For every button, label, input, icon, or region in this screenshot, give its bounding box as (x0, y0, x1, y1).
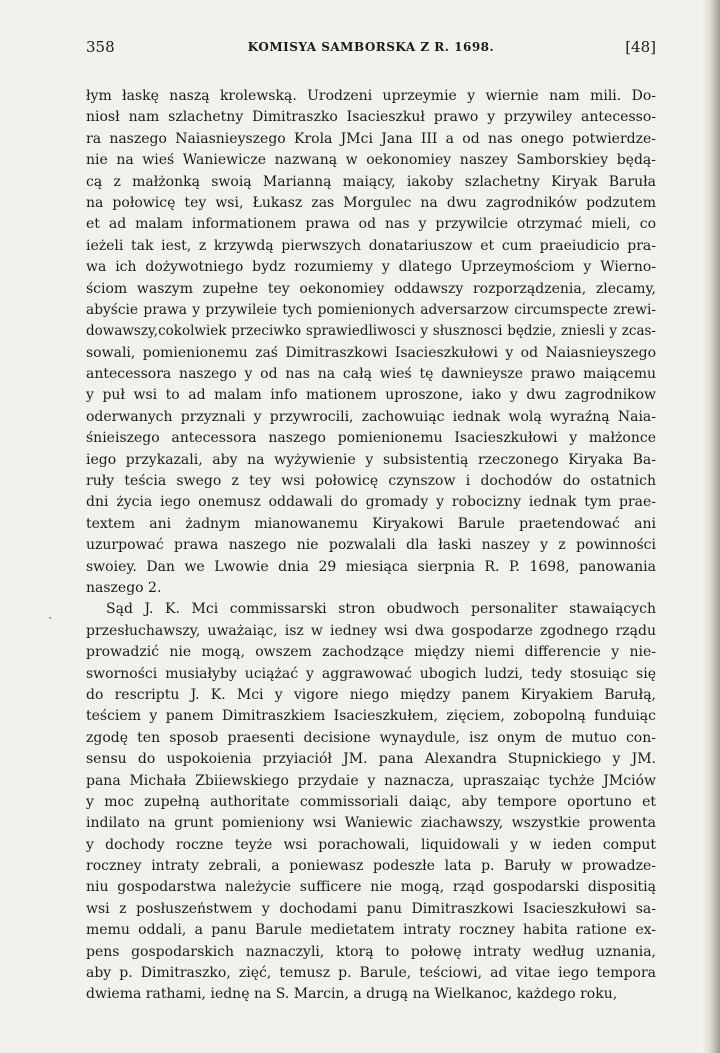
text-line: niu gospodarstwa należycie sufficere nie mogą, rząd gospodarski dispositią (86, 879, 656, 896)
text-line: ruły teścia swego z tey wsi połowicę czynszow i dochodów do ostatnich (86, 473, 656, 490)
text-line: sowali, pomienionemu zaś Dimitraszkowi Isacieszkułowi y od Naiasnieyszego (86, 344, 656, 361)
text-line: przesłuchawszy, uważaiąc, isz w iedney wsi dwa gospodarze zgodnego rządu (86, 622, 656, 639)
text-line: dwiema rathami, iednę na S. Marcin, a drugą na Wielkanoc, każdego roku, (86, 986, 618, 1003)
text-line: cą z małżonką swoią Marianną maiący, iakoby szlachetny Kiryak Baruła (86, 173, 656, 190)
text-line: naszego 2. (86, 579, 162, 596)
text-line: pana Michała Zbiiewskiego przydaie y naznacza, upraszaiąc tychże JMciów (86, 772, 656, 789)
text-line: aby p. Dimitraszko, zięć, temusz p. Barule, teściowi, ad vitae iego tempora (86, 965, 656, 982)
text-line: memu oddali, a panu Barule medietatem intraty roczney habita ratione ex- (86, 922, 656, 939)
text-line: y dochody roczne teyże wsi porachowali, liquidowali y w ieden comput (86, 836, 656, 853)
text-line: dni życia iego onemusz oddawali do gromady y robocizny iednak tym prae- (86, 494, 656, 511)
text-line: uzurpować prawa naszego nie pozwalali dla łaski naszey y z powinności (86, 537, 656, 554)
text-line: oderwanych przyznali y przywrocili, zachowuiąc iednak wolą wyraźną Naia- (86, 408, 656, 425)
text-line: nie na wieś Waniewicze nazwaną w oekonomiey naszey Samborskiey będą- (86, 152, 656, 169)
body-text (86, 86, 656, 1006)
text-line: wsi z posłuszeństwem y dochodami panu Dimitraszkowi Isacieszkułowi sa- (86, 900, 656, 917)
text-line: textem ani żadnym mianowanemu Kiryakowi Barule praetendować ani (86, 515, 656, 532)
page-number: 358 (86, 38, 115, 56)
page-edge-shadow (702, 0, 720, 1053)
section-number: [48] (625, 38, 656, 56)
text-line: niosł nam szlachetny Dimitraszko Isacieszkuł prawo y przywiley antecesso- (86, 109, 656, 126)
text-line: swoiey. Dan we Lwowie dnia 29 miesiąca sierpnia R. P. 1698, panowania (86, 558, 656, 575)
text-line: et ad malam informationem prawa od nas y przywilcie otrzymać mieli, co (86, 216, 656, 233)
text-line: antecessora naszego y od nas na całą wieś tę dawnieysze prawo maiącemu (86, 366, 656, 383)
running-title: KOMISYA SAMBORSKA Z R. 1698. (247, 40, 495, 54)
text-line: abyście prawa y przywileie tych pomienionych adversarzow circumspecte zrewi- (86, 301, 656, 318)
running-header (86, 38, 656, 60)
text-line: dowawszy,cokolwiek przeciwko sprawiedliwosci y słusznosci będzie, zniesli y zcas- (86, 323, 656, 340)
paragraph (86, 86, 656, 599)
text-line: ieżeli tak iest, z krzywdą pierwszych donatariuszow et cum praeiudicio pra- (86, 237, 656, 254)
text-line: ściom waszym zupełne tey oekonomiey oddawszy rozporządzenia, zlecamy, (86, 280, 656, 297)
text-line: y puł wsi to ad malam info mationem uproszone, iako y dwu zagrodnikow (86, 387, 656, 404)
text-line: roczney intraty zebrali, a poniewasz podeszłe lata p. Baruły w prowadze- (86, 858, 656, 875)
margin-mark: ˋ (48, 616, 54, 629)
text-line: łym łaskę naszą krolewską. Urodzeni uprzeymie y wiernie nam mili. Do- (86, 88, 656, 104)
text-line: Sąd J. K. Mci commissarski stron obudwoch personaliter stawaiących (106, 601, 656, 618)
text-line: pens gospodarskich naznaczyli, ktorą to połowę intraty według uznania, (86, 943, 656, 960)
text-line: teściem y panem Dimitraszkiem Isacieszkułem, zięciem, zobopolną funduiąc (86, 708, 656, 725)
text-line: sensu do uspokoienia przyiaciół JM. pana Alexandra Stupnickiego y JM. (86, 751, 656, 768)
text-line: wa ich dożywotniego bydz rozumiemy y dlatego Uprzeymościom y Wierno- (86, 259, 656, 276)
text-line: prowadzić nie mogą, owszem zachodzące między niemi differencie y nie- (86, 644, 656, 661)
text-line: ra naszego Naiasnieyszego Krola JMci Jana III a od nas onego potwierdze- (86, 130, 656, 147)
text-line: sworności musiałyby uciążać y aggrawować ubogich ludzi, tedy stosuiąc się (86, 665, 656, 682)
text-line: y moc zupełną authoritate commissoriali daiąc, aby tempore oportuno et (86, 793, 656, 810)
text-line: zgodę ten sposob praesenti decisione wynaydule, isz onym de mutuo con- (86, 729, 656, 746)
text-line: iego przykazali, aby na wyżywienie y subsistentią rzeczonego Kiryaka Ba- (86, 451, 656, 468)
text-line: na połowicę tey wsi, Łukasz zas Morgulec na dwu zagrodników podzutem (86, 194, 656, 211)
text-line: do rescriptu J. K. Mci y vigore niego między panem Kiryakiem Barułą, (86, 686, 656, 703)
paragraph (86, 599, 656, 1005)
text-line: indilato na grunt pomieniony wsi Waniewic ziachawszy, wszystkie prowenta (86, 815, 656, 832)
text-line: śnieiszego antecessora naszego pomienionemu Isacieszkułowi y małżonce (86, 430, 656, 447)
